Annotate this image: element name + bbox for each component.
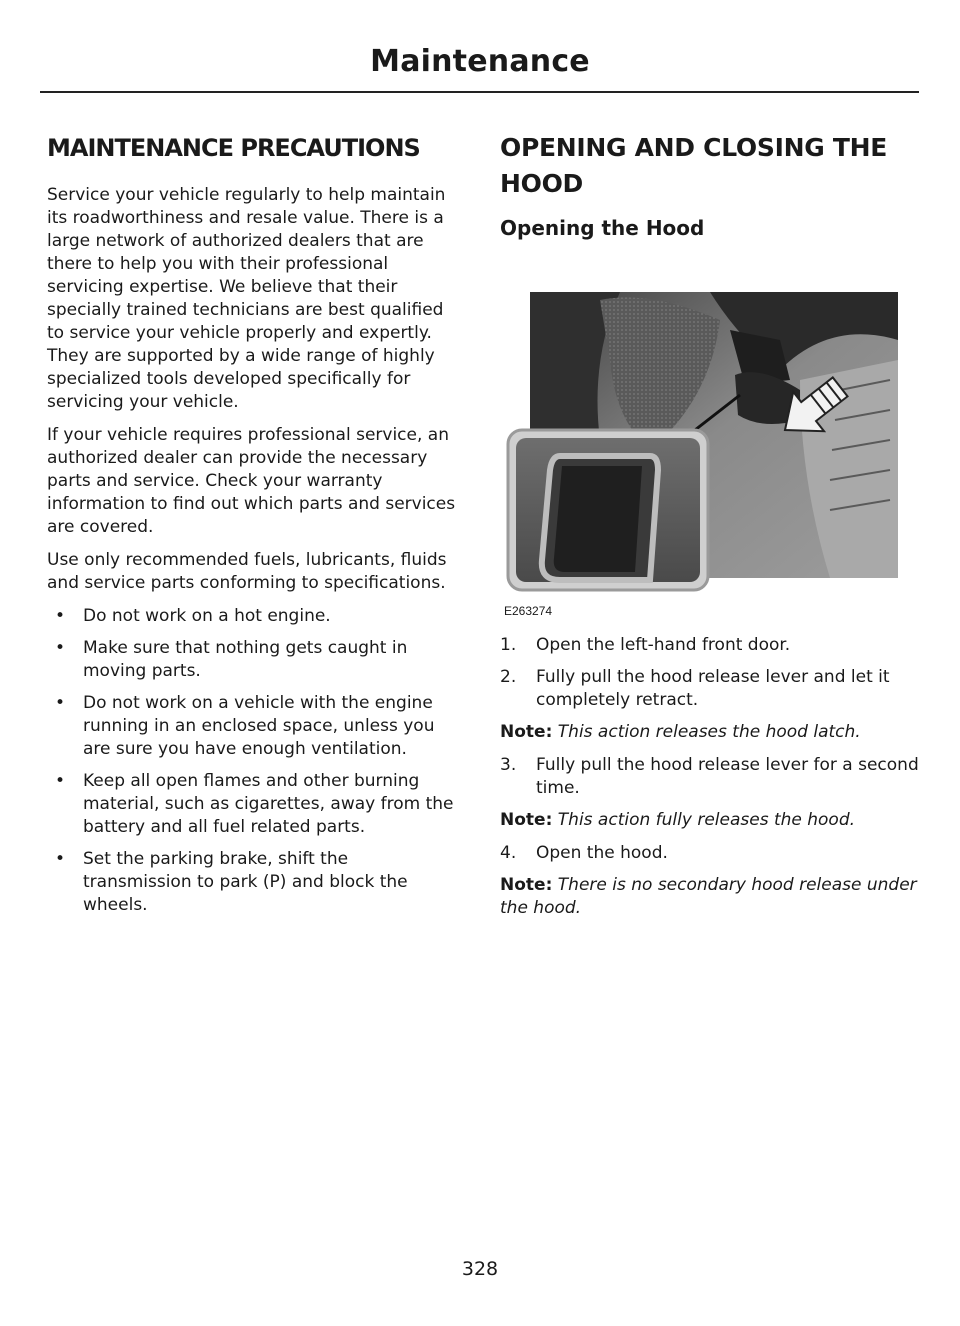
header-divider [40, 91, 919, 93]
step-number: 1. [500, 635, 517, 655]
list-item: • Make sure that nothing gets caught in moving parts. [47, 637, 462, 683]
opening-steps [500, 634, 920, 712]
list-item: • Set the parking brake, shift the transmission to park (P) and block the wheels. [47, 848, 462, 917]
subheading-opening-the-hood: Opening the Hood [500, 216, 705, 240]
paragraph: If your vehicle requires professional service, an authorized dealer can provide the necessary parts and service. Check your warranty information to find out which parts and services are covered. [47, 425, 456, 537]
step-text: Open the hood. [536, 843, 668, 863]
note-text: This action releases the hood latch. [557, 722, 861, 742]
paragraph: Use only recommended fuels, lubricants, fluids and service parts conforming to specifications. [47, 550, 447, 593]
step-number: 3. [500, 755, 517, 775]
note-label: Note: [500, 875, 553, 895]
list-item [500, 634, 920, 657]
figure-caption: E263274 [504, 604, 553, 618]
note-label: Note: [500, 810, 553, 830]
step-text: Fully pull the hood release lever for a second time. [536, 755, 919, 798]
note [500, 809, 920, 832]
list-item [500, 666, 920, 712]
step-number: 4. [500, 843, 517, 863]
list-item: • Do not work on a hot engine. [47, 605, 462, 628]
note [500, 874, 920, 920]
step-text: Open the left-hand front door. [536, 635, 791, 655]
left-column [47, 130, 462, 926]
list-item: • Keep all open flames and other burning material, such as cigarettes, away from the battery and all fuel related parts. [47, 770, 462, 839]
list-item [500, 754, 920, 800]
opening-steps [500, 754, 920, 800]
list-item [500, 842, 920, 865]
page-header-title: Maintenance [370, 44, 590, 79]
section-heading-maintenance-precautions: MAINTENANCE PRECAUTIONS [47, 134, 420, 162]
hood-release-illustration [500, 280, 920, 620]
opening-steps [500, 842, 920, 865]
note [500, 721, 920, 744]
note-label: Note: [500, 722, 553, 742]
section-heading-opening-closing-hood: OPENING AND CLOSING THE HOOD [500, 133, 887, 198]
right-column [500, 130, 920, 930]
list-item: • Do not work on a vehicle with the engine running in an enclosed space, unless you are sure you have enough ventilation. [47, 692, 462, 761]
paragraph: Service your vehicle regularly to help maintain its roadworthiness and resale value. There is a large network of authorized dealers that are there to help you with their professional servicing expertise. We believe that their specially trained technicians are best qualified to service your vehicle properly and expertly. They are supported by a wide range of highly specialized tools developed specifically for servicing your vehicle. [47, 185, 446, 412]
hood-release-lever-figure [500, 280, 920, 620]
step-text: Fully pull the hood release lever and let it completely retract. [536, 667, 890, 710]
note-text: There is no secondary hood release under the hood. [500, 875, 917, 918]
precautions-list [47, 605, 462, 917]
step-number: 2. [500, 667, 517, 687]
page-number: 328 [461, 1258, 499, 1280]
note-text: This action fully releases the hood. [557, 810, 856, 830]
